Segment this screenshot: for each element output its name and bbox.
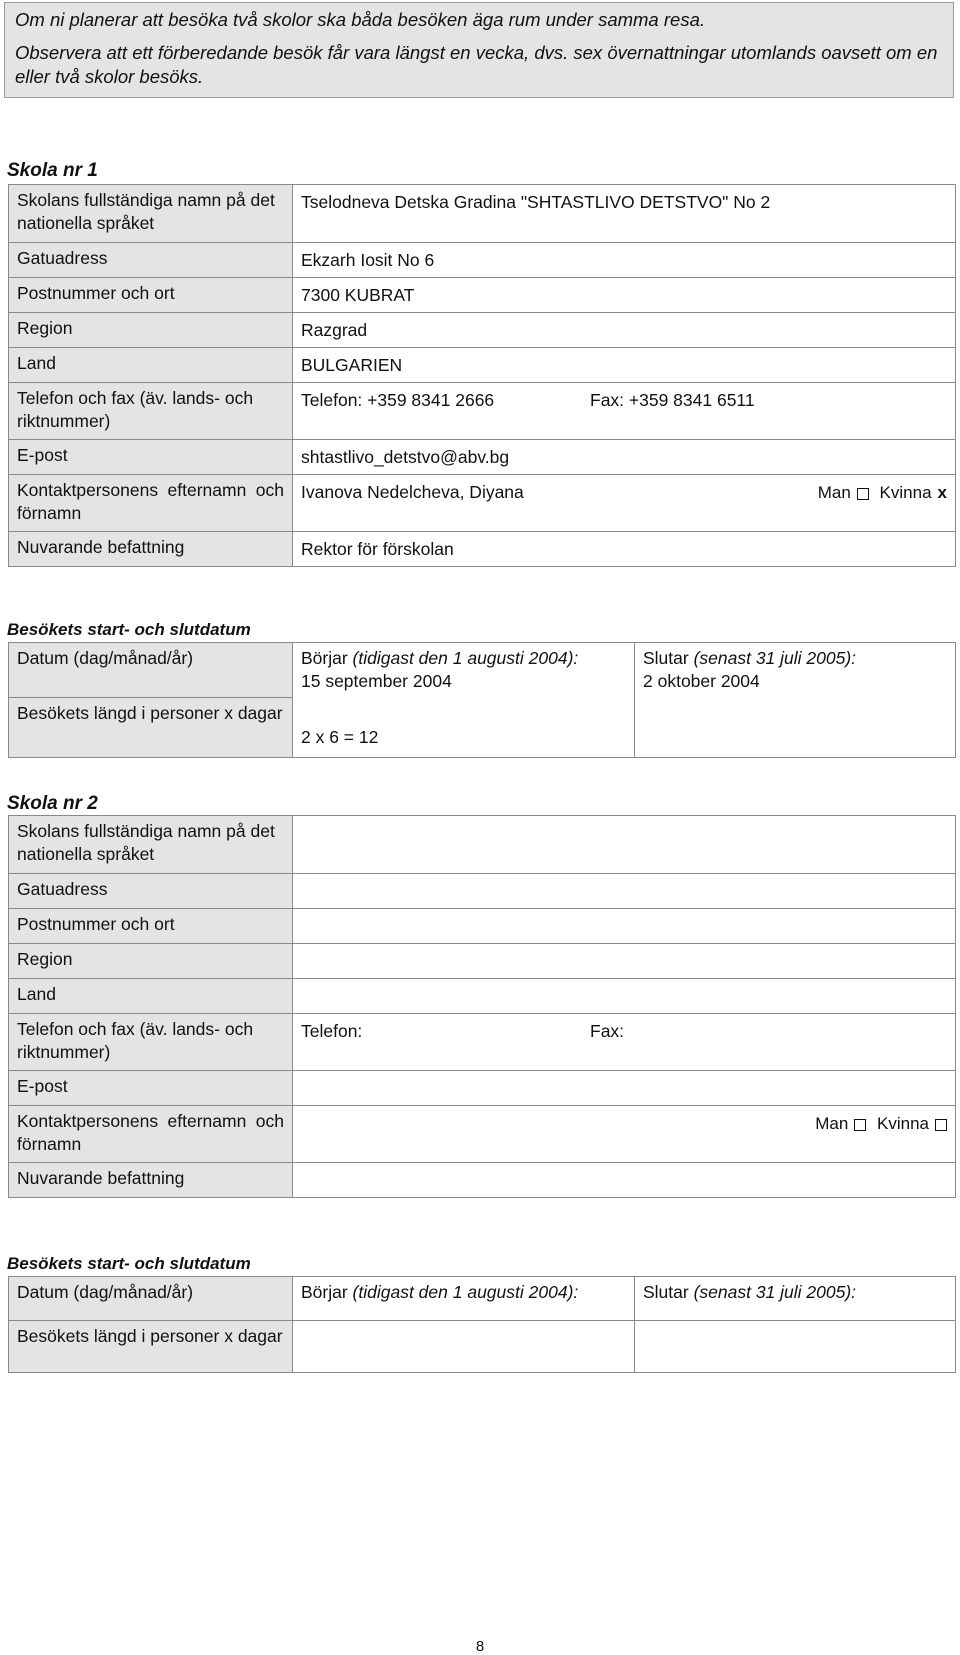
email-label: E-post [9, 1071, 293, 1106]
school-1-region[interactable]: Razgrad [293, 313, 956, 348]
country-label: Land [9, 348, 293, 383]
school-2-contact-cell[interactable] [293, 1106, 956, 1163]
school-2-country[interactable] [293, 979, 956, 1014]
school-2-name[interactable] [293, 816, 956, 874]
school-2-heading: Skola nr 2 [7, 793, 98, 814]
man-checkbox[interactable] [857, 488, 869, 500]
school-1-street[interactable]: Ekzarh Iosit No 6 [293, 243, 956, 278]
man-label: Man [815, 1114, 849, 1133]
school-1-length[interactable]: 2 x 6 = 12 [293, 697, 635, 757]
street-label: Gatuadress [9, 874, 293, 909]
school-1-position[interactable]: Rektor för förskolan [293, 532, 956, 567]
school-2-start-cell[interactable] [293, 1277, 635, 1321]
country-label: Land [9, 979, 293, 1014]
school-name-label: Skolans fullständiga namn på det nationella språket [9, 185, 293, 243]
phone-fax-label-note: (äv. lands- och riktnummer) [17, 388, 254, 431]
school-1-postal[interactable]: 7300 KUBRAT [293, 278, 956, 313]
postal-label: Postnummer och ort [9, 278, 293, 313]
woman-label: Kvinna [877, 1114, 929, 1133]
school-2-end-cell[interactable] [635, 1277, 956, 1321]
region-label: Region [9, 944, 293, 979]
school-2-email[interactable] [293, 1071, 956, 1106]
phone-fax-label [9, 383, 293, 440]
school-name-label: Skolans fullständiga namn på det nationella språket [9, 816, 293, 874]
school-1-phone[interactable]: Telefon: +359 8341 2666 [301, 390, 495, 410]
end-label: Slutar [643, 648, 694, 668]
end-label: Slutar [643, 1282, 694, 1302]
intro-line-2: Observera att ett förberedande besök får vara längst en vecka, dvs. sex övernattningar utomlands oavsett om en eller två skolor besöks. [15, 42, 938, 87]
region-label: Region [9, 313, 293, 348]
woman-checkbox[interactable] [935, 1119, 947, 1131]
school-2-street[interactable] [293, 874, 956, 909]
contact-label: Kontaktpersonens efternamn och förnamn [9, 475, 293, 532]
school-1-fax[interactable]: Fax: +359 8341 6511 [590, 390, 755, 410]
phone-fax-label [9, 1014, 293, 1071]
school-1-dates-heading: Besökets start- och slutdatum [7, 620, 251, 639]
man-label: Man [817, 483, 851, 502]
phone-fax-label-note: (äv. lands- och riktnummer) [17, 1019, 254, 1062]
phone-fax-label-main: Telefon och fax [17, 388, 140, 408]
gender-choice [809, 1112, 947, 1135]
woman-checkbox-mark[interactable]: x [937, 483, 947, 502]
position-label: Nuvarande befattning [9, 532, 293, 567]
school-1-country[interactable]: BULGARIEN [293, 348, 956, 383]
school-2-length[interactable] [293, 1321, 635, 1373]
gender-choice [812, 481, 947, 504]
start-label: Börjar [301, 1282, 353, 1302]
school-2-dates-heading: Besökets start- och slutdatum [7, 1254, 251, 1273]
school-1-contact-cell[interactable] [293, 475, 956, 532]
position-label: Nuvarande befattning [9, 1163, 293, 1198]
school-2-postal[interactable] [293, 909, 956, 944]
date-label-note: (dag/månad/år) [73, 1282, 194, 1302]
email-label: E-post [9, 440, 293, 475]
length-label: Besökets längd i personer x dagar [9, 697, 293, 757]
date-label [9, 643, 293, 698]
school-1-dates-table [8, 642, 956, 758]
man-checkbox[interactable] [854, 1119, 866, 1131]
school-2-region[interactable] [293, 944, 956, 979]
postal-label: Postnummer och ort [9, 909, 293, 944]
phone-fax-label-main: Telefon och fax [17, 1019, 140, 1039]
school-2-phone[interactable]: Telefon: [301, 1021, 363, 1041]
start-label-note: (tidigast den 1 augusti 2004): [352, 648, 579, 668]
school-1-end-date[interactable]: 2 oktober 2004 [643, 671, 760, 691]
school-1-length-empty [635, 697, 956, 757]
woman-label: Kvinna [879, 483, 932, 502]
street-label: Gatuadress [9, 243, 293, 278]
school-2-dates-table [8, 1276, 956, 1373]
start-label-note: (tidigast den 1 augusti 2004): [352, 1282, 579, 1302]
school-1-start-cell[interactable] [293, 643, 635, 698]
school-1-end-cell[interactable] [635, 643, 956, 698]
school-2-position[interactable] [293, 1163, 956, 1198]
school-1-contact[interactable]: Ivanova Nedelcheva, Diyana [301, 482, 524, 502]
end-label-note: (senast 31 juli 2005): [693, 648, 857, 668]
date-label-main: Datum [17, 1282, 74, 1302]
contact-label: Kontaktpersonens efternamn och förnamn [9, 1106, 293, 1163]
intro-line-1: Om ni planerar att besöka två skolor ska båda besöken äga rum under samma resa. [15, 9, 705, 30]
school-2-fax[interactable]: Fax: [590, 1021, 625, 1041]
school-1-table [8, 184, 956, 567]
length-label: Besökets längd i personer x dagar [9, 1321, 293, 1373]
school-1-name[interactable]: Tselodneva Detska Gradina "SHTASTLIVO DETSTVO" No 2 [293, 185, 956, 243]
school-2-table [8, 815, 956, 1198]
school-1-email[interactable]: shtastlivo_detstvo@abv.bg [293, 440, 956, 475]
date-label [9, 1277, 293, 1321]
school-1-start-date[interactable]: 15 september 2004 [301, 671, 452, 691]
school-1-heading: Skola nr 1 [7, 160, 98, 181]
date-label-main: Datum [17, 648, 74, 668]
school-2-length-empty [635, 1321, 956, 1373]
end-label-note: (senast 31 juli 2005): [693, 1282, 857, 1302]
intro-note [4, 2, 954, 98]
school-1-phone-fax[interactable] [293, 383, 956, 440]
start-label: Börjar [301, 648, 353, 668]
school-2-phone-fax[interactable] [293, 1014, 956, 1071]
date-label-note: (dag/månad/år) [73, 648, 194, 668]
page-number: 8 [475, 1638, 485, 1655]
